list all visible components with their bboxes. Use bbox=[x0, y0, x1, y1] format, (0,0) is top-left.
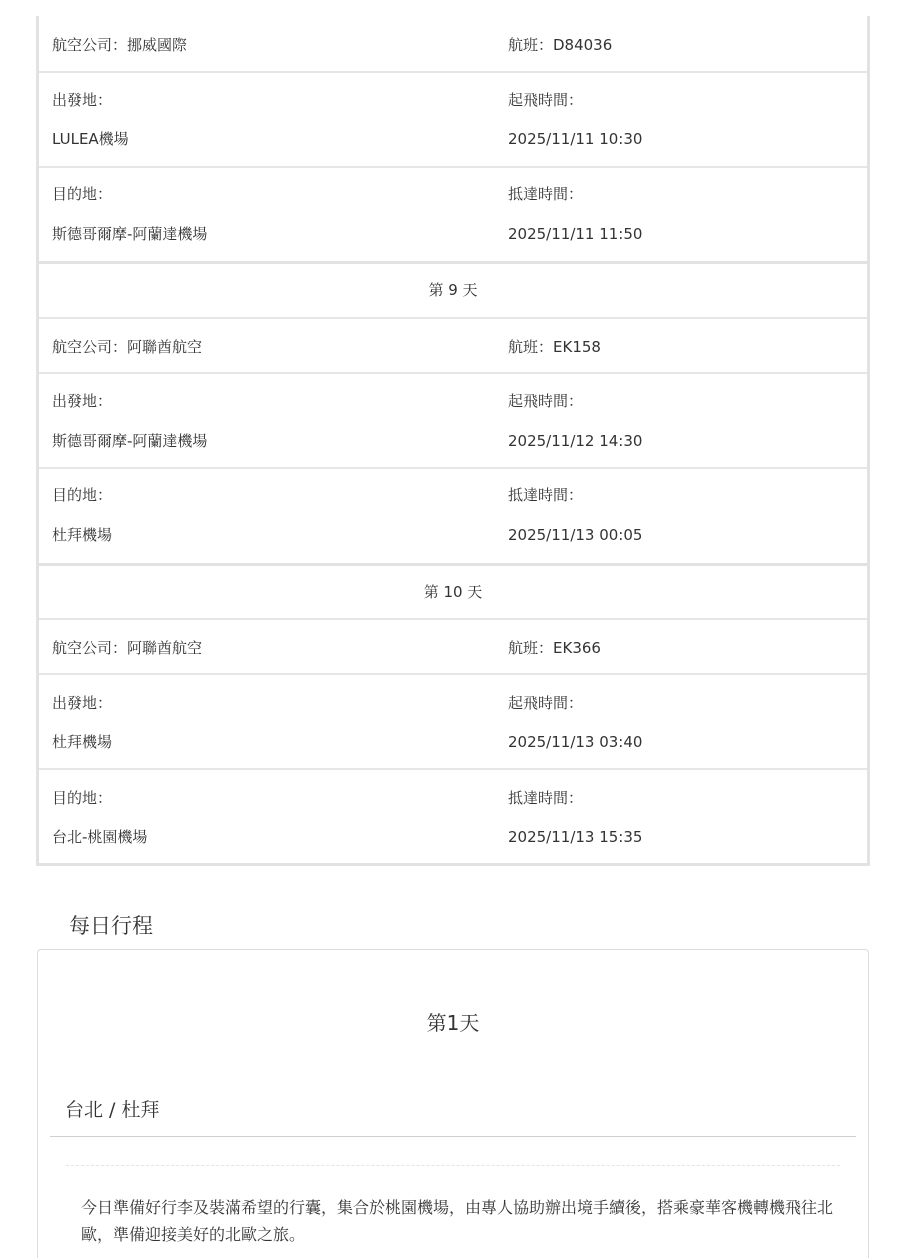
origin-value: 杜拜機場 bbox=[52, 733, 113, 751]
origin-value: LULEA機場 bbox=[52, 130, 129, 148]
destination-label: 目的地： bbox=[52, 185, 113, 203]
day-description: 今日準備好行李及裝滿希望的行囊，集合於桃園機場，由專人協助辦出境手續後，搭乘豪華客機轉機飛往北歐，準備迎接美好的北歐之旅。 bbox=[81, 1198, 834, 1244]
flight-row-airline bbox=[39, 620, 867, 675]
destination-value: 杜拜機場 bbox=[52, 526, 113, 544]
origin-label: 出發地： bbox=[52, 91, 113, 109]
airline-value: 航空公司：阿聯酋航空 bbox=[52, 639, 203, 657]
day-label: 第 9 天 bbox=[428, 281, 478, 299]
origin-label: 出發地： bbox=[52, 694, 113, 712]
arrive-time-label: 抵達時間： bbox=[508, 486, 584, 504]
flight-row-departure bbox=[39, 73, 867, 168]
flight-number-value: 航班：EK158 bbox=[508, 338, 601, 356]
arrive-time-label: 抵達時間： bbox=[508, 185, 584, 203]
arrive-time-value: 2025/11/13 00:05 bbox=[508, 526, 643, 544]
airline-value: 航空公司：挪威國際 bbox=[52, 36, 188, 54]
depart-time-label: 起飛時間： bbox=[508, 694, 584, 712]
route-divider bbox=[50, 1136, 856, 1137]
depart-time-label: 起飛時間： bbox=[508, 91, 584, 109]
dashed-divider bbox=[66, 1165, 840, 1166]
depart-time-value: 2025/11/13 03:40 bbox=[508, 733, 643, 751]
day-route-title: 台北 / 杜拜 bbox=[65, 1099, 160, 1121]
flight-row-departure bbox=[39, 675, 867, 770]
arrive-time-label: 抵達時間： bbox=[508, 789, 584, 807]
arrive-time-value: 2025/11/11 11:50 bbox=[508, 225, 643, 243]
origin-label: 出發地： bbox=[52, 392, 113, 410]
day-header-row bbox=[39, 566, 867, 620]
depart-time-value: 2025/11/12 14:30 bbox=[508, 432, 643, 450]
destination-value: 斯德哥爾摩-阿蘭達機場 bbox=[52, 225, 208, 243]
destination-label: 目的地： bbox=[52, 486, 113, 504]
flight-row-arrival bbox=[39, 770, 867, 863]
flight-schedule-table bbox=[36, 16, 870, 866]
airline-value: 航空公司：阿聯酋航空 bbox=[52, 338, 203, 356]
flight-row-airline bbox=[39, 16, 867, 73]
flight-row-arrival bbox=[39, 168, 867, 264]
destination-label: 目的地： bbox=[52, 789, 113, 807]
flight-number-value: 航班：D84036 bbox=[508, 36, 613, 54]
day-itinerary-card bbox=[37, 949, 869, 1258]
arrive-time-value: 2025/11/13 15:35 bbox=[508, 828, 643, 846]
depart-time-value: 2025/11/11 10:30 bbox=[508, 130, 643, 148]
flight-row-arrival bbox=[39, 469, 867, 566]
flight-row-departure bbox=[39, 374, 867, 469]
flight-row-airline bbox=[39, 319, 867, 374]
destination-value: 台北-桃園機場 bbox=[52, 828, 148, 846]
flight-number-value: 航班：EK366 bbox=[508, 639, 601, 657]
origin-value: 斯德哥爾摩-阿蘭達機場 bbox=[52, 432, 208, 450]
depart-time-label: 起飛時間： bbox=[508, 392, 584, 410]
day-card-title: 第1天 bbox=[426, 1011, 480, 1035]
day-header-row bbox=[39, 264, 867, 319]
daily-itinerary-title: 每日行程 bbox=[69, 914, 153, 938]
day-label: 第 10 天 bbox=[423, 583, 483, 601]
